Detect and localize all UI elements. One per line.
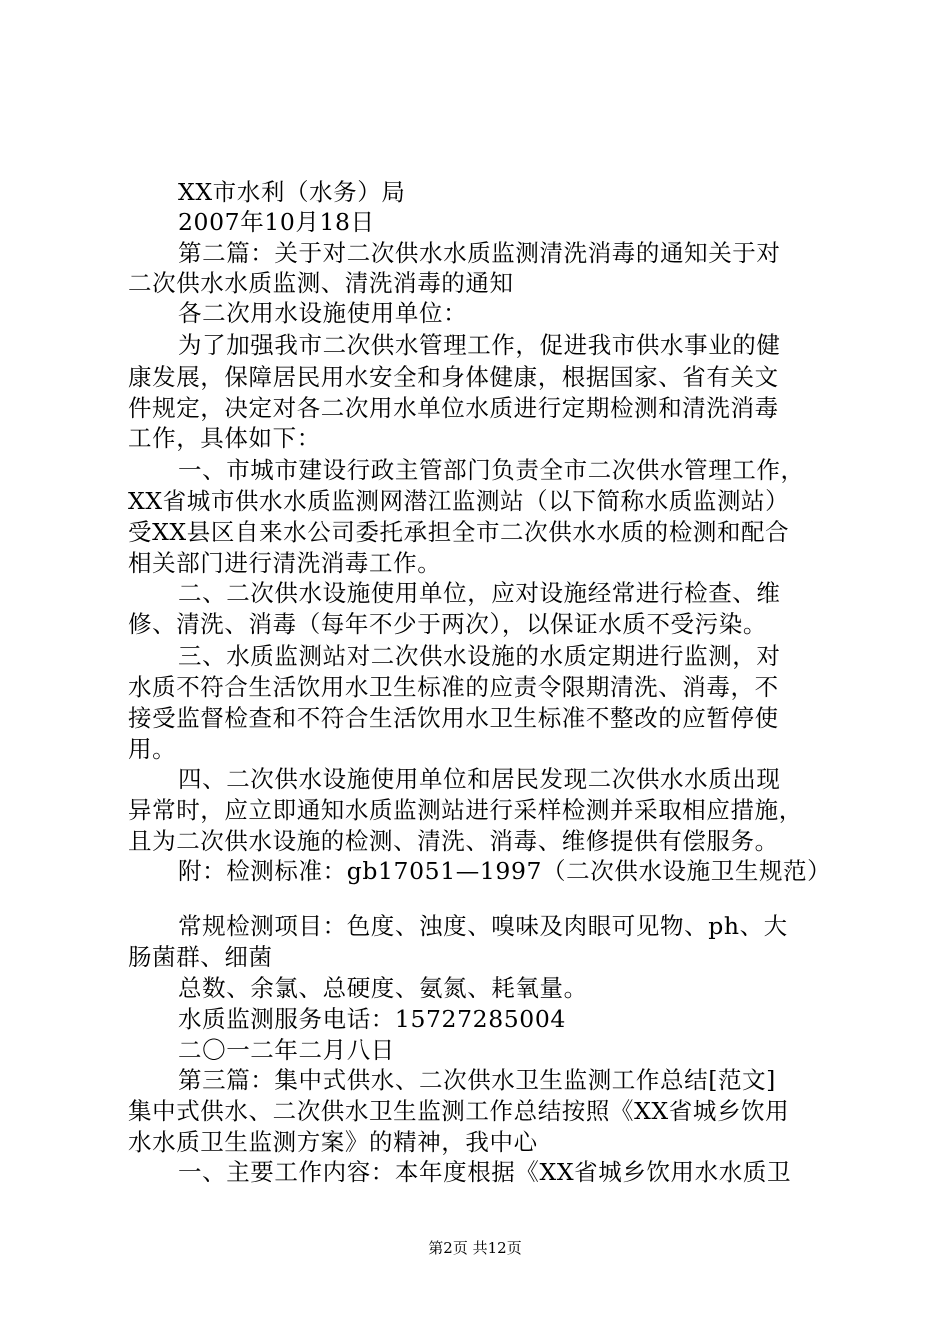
text-line: 总数、余氯、总硬度、氨氮、耗氧量。 [178,974,588,1002]
text-line: 各二次用水设施使用单位： [178,299,468,327]
text-line: 集中式供水、二次供水卫生监测工作总结按照《XX省城乡饮用 [128,1097,790,1125]
text-line: 件规定，决定对各二次用水单位水质进行定期检测和清洗消毒 [128,394,779,422]
text-line: 受XX县区自来水公司委托承担全市二次供水水质的检测和配合 [128,518,790,546]
text-line: 一、主要工作内容：本年度根据《XX省城乡饮用水水质卫 [178,1158,792,1186]
text-line: 用。 [128,735,177,763]
text-line: XX省城市供水水质监测网潜江监测站（以下简称水质监测站） [128,487,790,515]
text-line: 异常时，应立即通知水质监测站进行采样检测并采取相应措施， [128,796,803,824]
text-line: 第三篇：集中式供水、二次供水卫生监测工作总结[范文] [178,1066,776,1094]
text-line: 附：检测标准：gb17051—1997（二次供水设施卫生规范） [178,857,832,885]
text-line: 水质不符合生活饮用水卫生标准的应责令限期清洗、消毒，不 [128,673,779,701]
text-line: XX市水利（水务）局 [178,178,406,206]
text-line: 水水质卫生监测方案》的精神，我中心 [128,1128,538,1156]
text-line: 肠菌群、细菌 [128,943,273,971]
text-line: 水质监测服务电话：15727285004 [178,1005,566,1033]
text-line: 常规检测项目：色度、浊度、嗅味及肉眼可见物、ph、大 [178,912,788,940]
page-number-footer: 第2页 共12页 [428,1239,522,1257]
text-line: 2007年10月18日 [178,208,375,236]
text-line: 修、清洗、消毒（每年不少于两次），以保证水质不受污染。 [128,610,767,638]
text-line: 一、市城市建设行政主管部门负责全市二次供水管理工作， [178,456,805,484]
text-line: 二〇一二年二月八日 [178,1036,395,1064]
text-line: 相关部门进行清洗消毒工作。 [128,549,442,577]
text-line: 接受监督检查和不符合生活饮用水卫生标准不整改的应暂停使 [128,704,779,732]
text-line: 为了加强我市二次供水管理工作，促进我市供水事业的健 [178,331,781,359]
text-line: 康发展，保障居民用水安全和身体健康，根据国家、省有关文 [128,363,779,391]
text-line: 二次供水水质监测、清洗消毒的通知 [128,269,514,297]
text-line: 四、二次供水设施使用单位和居民发现二次供水水质出现 [178,765,781,793]
text-line: 第二篇：关于对二次供水水质监测清洗消毒的通知关于对 [178,239,781,267]
text-line: 且为二次供水设施的检测、清洗、消毒、维修提供有偿服务。 [128,827,779,855]
text-line: 三、水质监测站对二次供水设施的水质定期进行监测，对 [178,642,781,670]
text-line: 二、二次供水设施使用单位，应对设施经常进行检查、维 [178,579,781,607]
text-line: 工作，具体如下： [128,424,321,452]
